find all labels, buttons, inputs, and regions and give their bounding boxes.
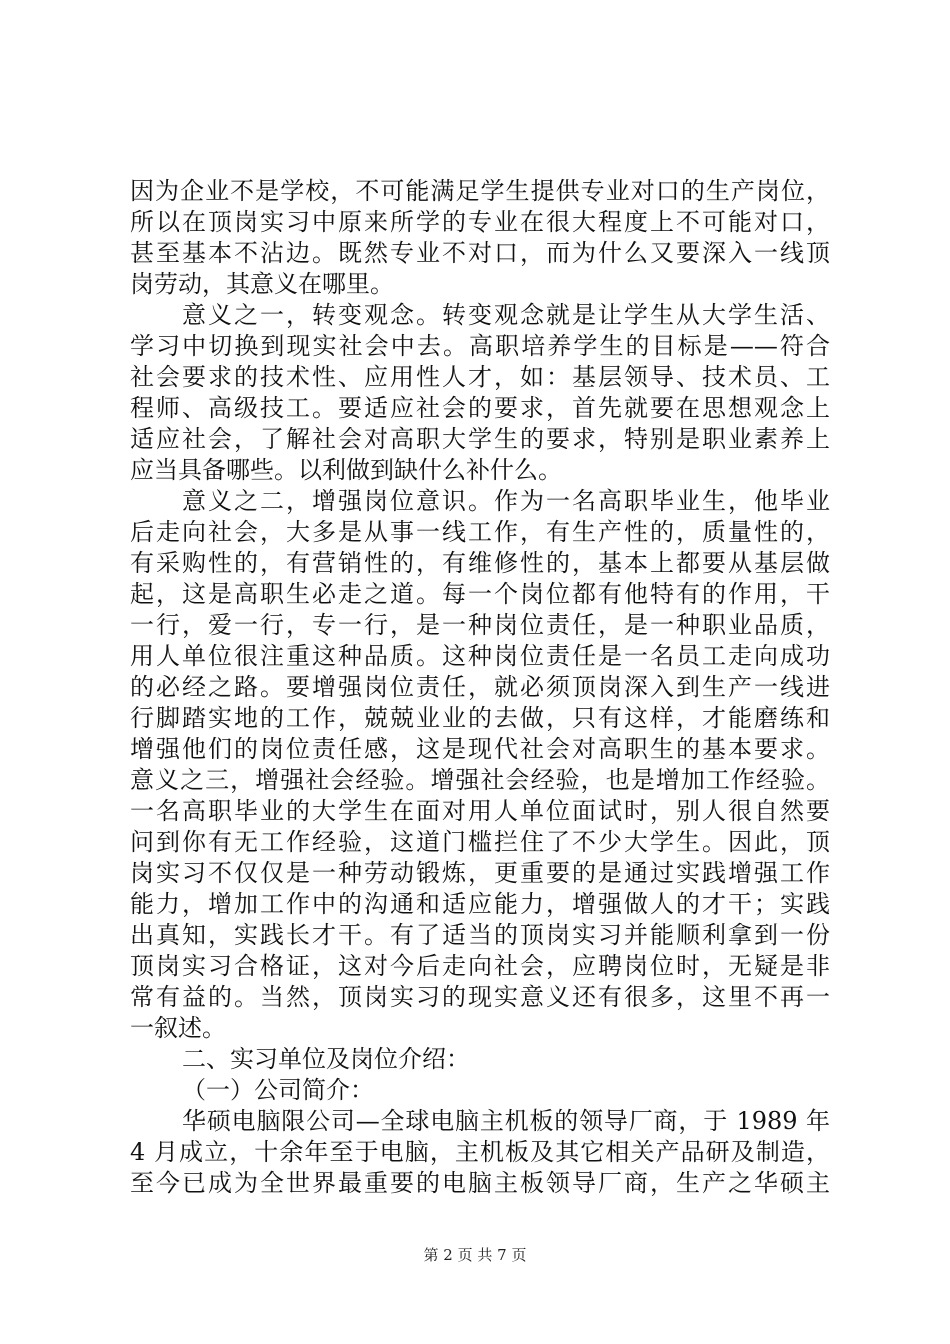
- paragraph-start-line: 意义之二，增强岗位意识。作为一名高职毕业生，他毕业: [182, 487, 830, 515]
- text-line: 学习中切换到现实社会中去。高职培养学生的目标是——符合: [130, 332, 830, 360]
- text-line: 一行，爱一行，专一行，是一种岗位责任，是一种职业品质，: [130, 611, 830, 639]
- paragraph-start-line: 华硕电脑限公司—全球电脑主机板的领导厂商，于 1989 年: [182, 1107, 830, 1135]
- text-line: 社会要求的技术性、应用性人才，如：基层领导、技术员、工: [130, 363, 830, 391]
- text-line: 起，这是高职生必走之道。每一个岗位都有他特有的作用，干: [130, 580, 830, 608]
- paragraph-start-line: 意义之一，转变观念。转变观念就是让学生从大学生活、: [182, 301, 830, 329]
- text-line: 的必经之路。要增强岗位责任，就必须顶岗深入到生产一线进: [130, 673, 830, 701]
- text-line: 甚至基本不沾边。既然专业不对口，而为什么又要深入一线顶: [130, 239, 830, 267]
- text-line: 所以在顶岗实习中原来所学的专业在很大程度上不可能对口，: [130, 208, 830, 236]
- text-line: 行脚踏实地的工作，兢兢业业的去做，只有这样，才能磨练和: [130, 704, 830, 732]
- text-line: 出真知，实践长才干。有了适当的顶岗实习并能顺利拿到一份: [130, 921, 830, 949]
- text-line: 问到你有无工作经验，这道门槛拦住了不少大学生。因此，顶: [130, 828, 830, 856]
- text-line: 常有益的。当然，顶岗实习的现实意义还有很多，这里不再一: [130, 983, 830, 1011]
- section-heading: 二、实习单位及岗位介绍：: [182, 1045, 470, 1073]
- text-line: 程师、高级技工。要适应社会的要求，首先就要在思想观念上: [130, 394, 830, 422]
- page-number-footer: 第 2 页 共 7 页: [423, 1246, 527, 1264]
- text-line: 应当具备哪些。以利做到缺什么补什么。: [130, 456, 562, 484]
- text-line: 顶岗实习合格证，这对今后走向社会，应聘岗位时，无疑是非: [130, 952, 830, 980]
- subsection-heading: （一）公司简介：: [182, 1076, 374, 1104]
- text-line: 一叙述。: [130, 1014, 226, 1042]
- document-body: [130, 176, 830, 1199]
- text-line: 用人单位很注重这种品质。这种岗位责任是一名员工走向成功: [130, 642, 830, 670]
- text-line: 一名高职毕业的大学生在面对用人单位面试时，别人很自然要: [130, 797, 830, 825]
- text-line: 至今已成为全世界最重要的电脑主板领导厂商，生产之华硕主: [130, 1169, 830, 1197]
- text-line: 意义之三，增强社会经验。增强社会经验，也是增加工作经验。: [130, 766, 830, 794]
- text-line: 增强他们的岗位责任感，这是现代社会对高职生的基本要求。: [130, 735, 830, 763]
- text-line: 适应社会，了解社会对高职大学生的要求，特别是职业素养上: [130, 425, 830, 453]
- text-line: 后走向社会，大多是从事一线工作，有生产性的，质量性的，: [130, 518, 830, 546]
- text-line: 因为企业不是学校，不可能满足学生提供专业对口的生产岗位，: [130, 177, 830, 205]
- text-line: 4 月成立，十余年至于电脑，主机板及其它相关产品研及制造，: [130, 1138, 830, 1166]
- text-line: 岗实习不仅仅是一种劳动锻炼，更重要的是通过实践增强工作: [130, 859, 830, 887]
- text-line: 有采购性的，有营销性的，有维修性的，基本上都要从基层做: [130, 549, 830, 577]
- text-line: 能力，增加工作中的沟通和适应能力，增强做人的才干；实践: [130, 890, 830, 918]
- text-line: 岗劳动，其意义在哪里。: [130, 270, 394, 298]
